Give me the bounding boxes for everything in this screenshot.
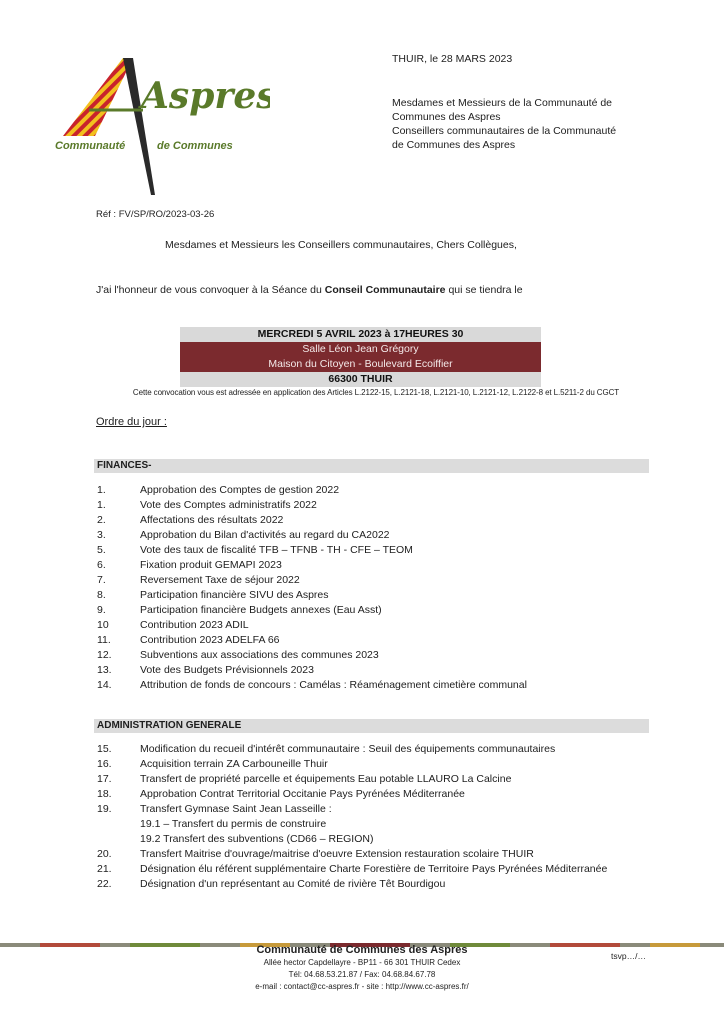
agenda-item: [97, 847, 657, 862]
logo-tagline-right: de Communes: [157, 140, 233, 152]
agenda-item-text: Participation financière SIVU des Aspres: [140, 589, 329, 601]
legal-notice: Cette convocation vous est adressée en application des Articles L.2122-15, L.2121-18, L.2121-10, L.2121-12, L.2122-8 et L.5211-2 du CGCT: [132, 388, 620, 397]
section-title-administration: ADMINISTRATION GENERALE: [94, 719, 649, 733]
intro-paragraph: [96, 284, 523, 296]
agenda-item-text: Fixation produit GEMAPI 2023: [140, 559, 282, 571]
agenda-item-number: 10: [97, 619, 109, 631]
recipients-block: [392, 96, 692, 152]
agenda-item-text: Transfert Gymnase Saint Jean Lasseille :: [140, 803, 332, 815]
reference: Réf : FV/SP/RO/2023-03-26: [96, 209, 215, 220]
agenda-item-text: Modification du recueil d'intérêt communautaire : Seuil des équipements communautaires: [140, 743, 556, 755]
agenda-item-text: Participation financière Budgets annexes (Eau Asst): [140, 604, 382, 616]
section-title-finances: FINANCES-: [94, 459, 649, 473]
agenda-item-number: 16.: [97, 758, 112, 770]
recipient-line: Conseillers communautaires de la Communauté: [392, 125, 617, 137]
agenda-item-number: 7.: [97, 574, 106, 586]
agenda-item-number: 15.: [97, 743, 112, 755]
agenda-item: [97, 742, 657, 757]
meeting-room: Salle Léon Jean Grégory: [180, 342, 541, 357]
agenda-item: [97, 498, 657, 513]
footer-org: Communauté de Communes des Aspres: [256, 944, 468, 956]
page-note: tsvp…/…: [611, 951, 646, 961]
agenda-item: [97, 543, 657, 558]
agenda-item: [97, 573, 657, 588]
letter-date: THUIR, le 28 MARS 2023: [392, 53, 513, 65]
administration-agenda-list: [97, 742, 657, 892]
agenda-item: [97, 528, 657, 543]
agenda-item: [97, 772, 657, 787]
agenda-item: [97, 558, 657, 573]
agenda-item-text: Contribution 2023 ADIL: [140, 619, 249, 631]
footer-address: Allée hector Capdellayre - BP11 - 66 301 THUIR Cedex: [263, 958, 461, 967]
agenda-item-text: Vote des taux de fiscalité TFB – TFNB - TH - CFE – TEOM: [140, 544, 413, 556]
agenda-item-text: Approbation du Bilan d'activités au regard du CA2022: [140, 529, 390, 541]
agenda-subitem: [97, 817, 657, 832]
agenda-item-text: Vote des Comptes administratifs 2022: [140, 499, 317, 511]
agenda-item-text: 19.1 – Transfert du permis de construire: [140, 818, 327, 830]
agenda-item-number: 11.: [97, 634, 111, 646]
footer-contact[interactable]: e-mail : contact@cc-aspres.fr - site : http://www.cc-aspres.fr/: [255, 982, 469, 991]
agenda-item-text: Désignation élu référent supplémentaire Charte Forestière de Territoire Pays Pyrénées Méditerranée: [140, 863, 608, 875]
agenda-item-number: 14.: [97, 679, 112, 691]
agenda-item: [97, 877, 657, 892]
agenda-item-text: Vote des Budgets Prévisionnels 2023: [140, 664, 314, 676]
agenda-item-text: 19.2 Transfert des subventions (CD66 – REGION): [140, 833, 374, 845]
agenda-item: [97, 513, 657, 528]
logo-tagline-left: Communauté: [55, 140, 126, 152]
salutation: Mesdames et Messieurs les Conseillers communautaires, Chers Collègues,: [165, 239, 517, 251]
agenda-item-number: 2.: [97, 514, 106, 526]
agenda-item-text: Approbation Contrat Territorial Occitanie Pays Pyrénées Méditerranée: [140, 788, 465, 800]
meeting-datetime: MERCREDI 5 AVRIL 2023 à 17HEURES 30: [180, 327, 541, 342]
agenda-item-number: 21.: [97, 863, 112, 875]
intro-before: J'ai l'honneur de vous convoquer à la Séance du: [96, 284, 325, 296]
intro-after: qui se tiendra le: [445, 284, 523, 296]
footer-divider: [0, 934, 724, 938]
agenda-item-text: Désignation d'un représentant au Comité de rivière Têt Bourdigou: [140, 878, 446, 890]
agenda-item-number: 22.: [97, 878, 112, 890]
agenda-item: [97, 603, 657, 618]
agenda-item: [97, 862, 657, 877]
intro-bold: Conseil Communautaire: [324, 284, 446, 296]
agenda-item-number: 1.: [97, 484, 106, 496]
logo: [55, 50, 270, 200]
agenda-item: [97, 618, 657, 633]
agenda-item-number: 6.: [97, 559, 106, 571]
agenda-item-number: 20.: [97, 848, 112, 860]
recipient-line: de Communes des Aspres: [392, 139, 516, 151]
agenda-item-number: 12.: [97, 649, 112, 661]
recipient-line: Mesdames et Messieurs de la Communauté de: [392, 97, 613, 109]
logo-brand: Aspres: [141, 75, 270, 117]
finances-agenda-list: [97, 483, 657, 693]
agenda-item: [97, 483, 657, 498]
agenda-item-number: 19.: [97, 803, 112, 815]
agenda-item-text: Reversement Taxe de séjour 2022: [140, 574, 300, 586]
agenda-item-number: 13.: [97, 664, 112, 676]
agenda-item-number: 5.: [97, 544, 106, 556]
agenda-item-text: Transfert de propriété parcelle et équipements Eau potable LLAURO La Calcine: [140, 773, 512, 785]
agenda-item: [97, 678, 657, 693]
agenda-item: [97, 802, 657, 817]
agenda-item-text: Attribution de fonds de concours : Camélas : Réaménagement cimetière communal: [140, 679, 527, 691]
meeting-venue: Maison du Citoyen - Boulevard Ecoiffier: [180, 357, 541, 372]
meeting-city: 66300 THUIR: [180, 372, 541, 387]
agenda-item: [97, 663, 657, 678]
agenda-item-number: 8.: [97, 589, 106, 601]
agenda-item-text: Subventions aux associations des communes 2023: [140, 649, 379, 661]
agenda-item-text: Approbation des Comptes de gestion 2022: [140, 484, 340, 496]
agenda-subitem: [97, 832, 657, 847]
agenda-item: [97, 633, 657, 648]
recipient-line: Communes des Aspres: [392, 111, 501, 123]
agenda-item-text: Acquisition terrain ZA Carbouneille Thuir: [140, 758, 328, 770]
agenda-item-text: Transfert Maitrise d'ouvrage/maitrise d'oeuvre Extension restauration scolaire THUIR: [140, 848, 534, 860]
agenda-item-number: 17.: [97, 773, 112, 785]
meeting-box: [180, 327, 541, 387]
agenda-item: [97, 787, 657, 802]
agenda-item-number: 3.: [97, 529, 106, 541]
footer-phone: Tél: 04.68.53.21.87 / Fax: 04.68.84.67.78: [288, 970, 436, 979]
agenda-item: [97, 648, 657, 663]
agenda-item-number: 9.: [97, 604, 106, 616]
agenda-item-text: Contribution 2023 ADELFA 66: [140, 634, 280, 646]
agenda-item: [97, 588, 657, 603]
agenda-item-number: 18.: [97, 788, 112, 800]
agenda-heading: Ordre du jour :: [96, 416, 167, 428]
agenda-item-text: Affectations des résultats 2022: [140, 514, 284, 526]
agenda-item: [97, 757, 657, 772]
agenda-item-number: 1.: [97, 499, 106, 511]
